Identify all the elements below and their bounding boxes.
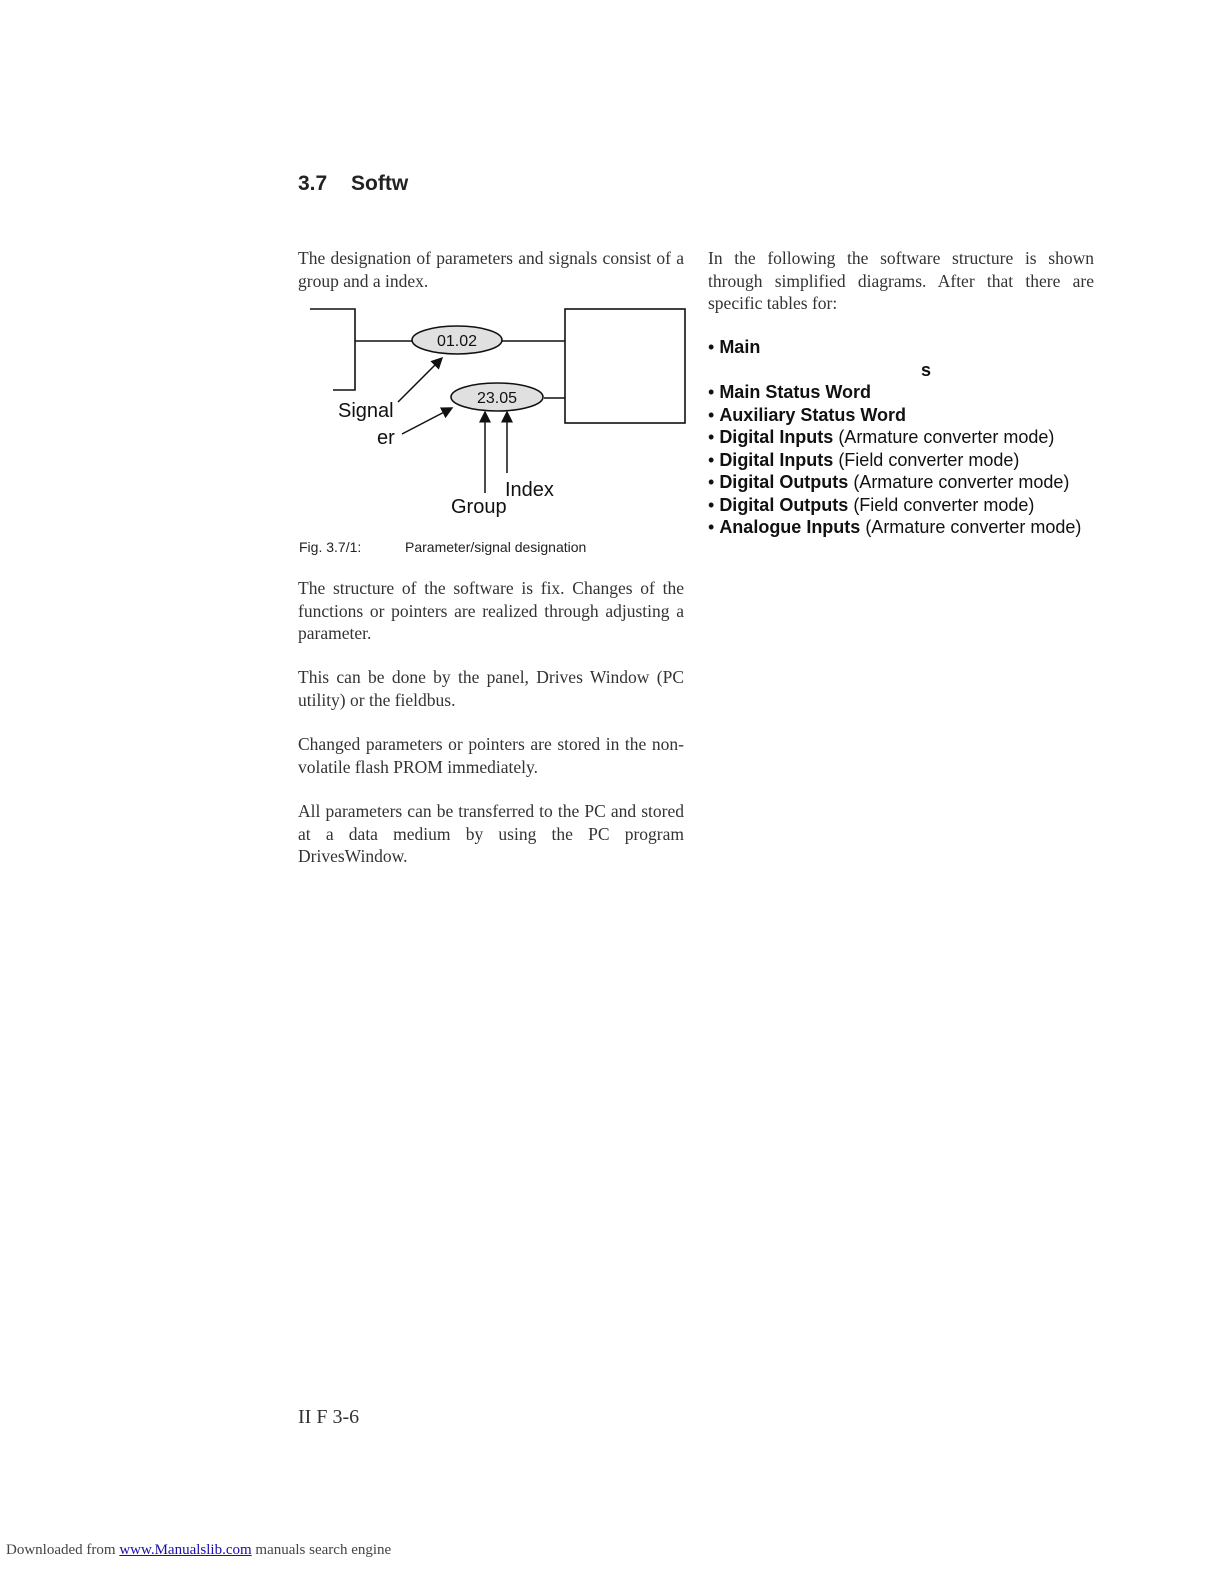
paragraph-structure: The structure of the software is fix. Changes of the functions or pointers are realized through adjusting a parameter. (298, 578, 684, 643)
list-item: • Auxiliary Status Word (708, 404, 907, 425)
index-label: Index (505, 479, 554, 501)
figure-caption (299, 539, 586, 555)
right-intro-paragraph: In the following the software structure is shown through simplified diagrams. After that there are specific tables for: (708, 248, 1094, 313)
signal-arrow (398, 358, 442, 402)
paragraph-panel: This can be done by the panel, Drives Window (PC utility) or the fieldbus. (298, 667, 684, 710)
list-item: • Digital Outputs (Field converter mode) (708, 494, 1035, 515)
manualslib-link[interactable]: www.Manualslib.com (119, 1542, 252, 1558)
left-block-outline (310, 309, 355, 390)
parameter-label: er (377, 427, 395, 449)
list-item: s (921, 359, 932, 380)
list-item: • Analogue Inputs (Armature converter mode) (708, 517, 1082, 537)
section-heading (298, 172, 408, 196)
paragraph-transfer: All parameters can be transferred to the PC and stored at a data medium by using the PC program DrivesWindow. (298, 801, 684, 866)
figure-caption-text: Parameter/signal designation (405, 539, 587, 555)
section-number: 3.7 (298, 172, 328, 195)
left-intro-paragraph: The designation of parameters and signals consist of a group and a index. (298, 248, 684, 291)
parameter-arrow (402, 408, 452, 434)
page-number: II F 3-6 (298, 1406, 360, 1428)
section-title: Softw (351, 172, 409, 195)
bullet-list (708, 336, 1081, 539)
signal-label: Signal (338, 400, 394, 422)
list-item: • Digital Inputs (Field converter mode) (708, 449, 1020, 470)
figure-label: Fig. 3.7/1: (299, 539, 362, 555)
right-block-outline (565, 309, 685, 423)
signal-value: 01.02 (436, 333, 478, 350)
group-label: Group (451, 496, 507, 518)
list-item: • Digital Inputs (Armature converter mode) (708, 427, 1055, 447)
parameter-value: 23.05 (476, 390, 518, 407)
list-item: • Main (708, 337, 761, 357)
download-footer (6, 1542, 391, 1559)
parameter-signal-diagram (300, 300, 692, 525)
download-suffix: manuals search engine (255, 1542, 392, 1558)
paragraph-flash: Changed parameters or pointers are stored in the non-volatile flash PROM immediately. (298, 734, 684, 777)
list-item: • Digital Outputs (Armature converter mode) (708, 472, 1070, 492)
list-item: • Main Status Word (708, 382, 871, 402)
download-prefix: Downloaded from (6, 1542, 116, 1558)
